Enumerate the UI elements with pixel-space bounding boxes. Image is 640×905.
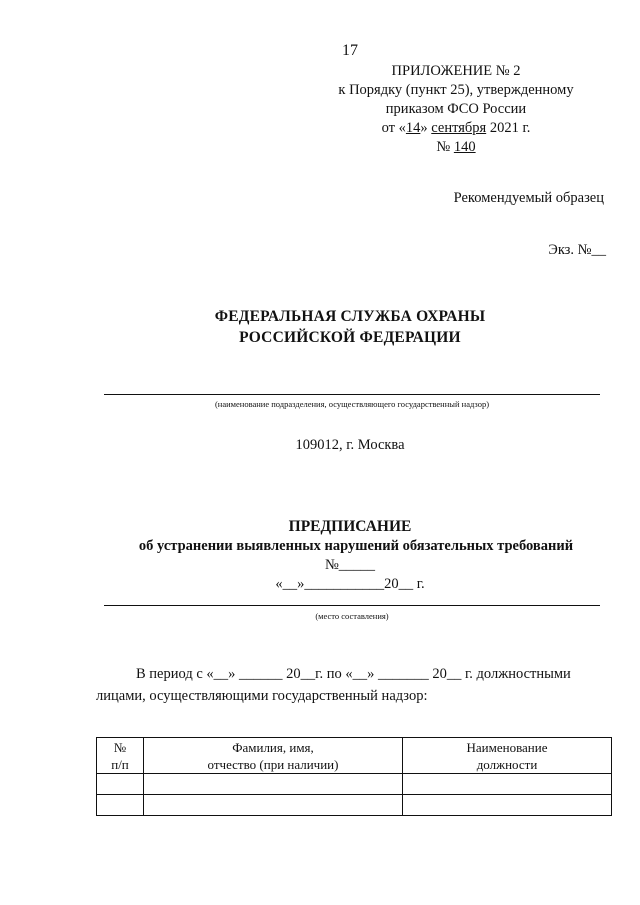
appendix-order-reference: к Порядку (пункт 25), утвержденному xyxy=(338,82,574,98)
header-position xyxy=(403,738,612,774)
table-cell xyxy=(144,774,403,795)
table-cell xyxy=(97,774,144,795)
appendix-number-prefix: № xyxy=(436,139,451,155)
agency-title-line-1: ФЕДЕРАЛЬНАЯ СЛУЖБА ОХРАНЫ xyxy=(214,308,486,325)
appendix-number xyxy=(306,138,606,157)
header-position-line-2: должности xyxy=(476,756,538,772)
table-cell xyxy=(403,774,612,795)
appendix-number-value: 140 xyxy=(453,139,476,155)
document-subtitle: об устранении выявленных нарушений обязательных требований xyxy=(138,538,574,554)
sample-label: Рекомендуемый образец xyxy=(453,190,604,206)
place-caption: (место составления) xyxy=(315,611,389,621)
table-row xyxy=(97,795,612,816)
header-full-name-line-2: отчество (при наличии) xyxy=(207,756,339,772)
agency-title xyxy=(0,306,640,348)
period-text-line-2: лицами, осуществляющими государственный надзор: xyxy=(96,688,428,704)
table-cell xyxy=(403,795,612,816)
table-cell xyxy=(144,795,403,816)
appendix-date-day: 14 xyxy=(405,120,421,136)
period-text-line-1: В период с «__» ______ 20__г. по «__» _______ 20__ г. должностными xyxy=(136,666,571,682)
document-number: №_____ xyxy=(324,557,376,573)
copy-number: Экз. №__ xyxy=(548,242,606,258)
table-header-row xyxy=(97,738,612,774)
header-number-line-2: п/п xyxy=(111,756,129,772)
subdivision-caption: (наименование подразделения, осуществляющего государственный надзор) xyxy=(214,399,490,409)
table-cell xyxy=(97,795,144,816)
appendix-title: ПРИЛОЖЕНИЕ № 2 xyxy=(391,63,521,79)
address: 109012, г. Москва xyxy=(295,437,405,453)
document-title: ПРЕДПИСАНИЕ xyxy=(288,518,412,535)
header-full-name xyxy=(144,738,403,774)
place-line xyxy=(104,605,600,606)
subdivision-line xyxy=(104,394,600,395)
header-number-line-1: № xyxy=(113,739,127,755)
page-number: 17 xyxy=(342,42,358,59)
appendix-date-month: сентября xyxy=(431,120,487,136)
appendix-block xyxy=(306,62,606,157)
appendix-date-year: 2021 г. xyxy=(489,120,531,136)
header-number xyxy=(97,738,144,774)
appendix-order-authority: приказом ФСО России xyxy=(385,101,527,117)
appendix-date-quote: » xyxy=(420,120,428,136)
header-position-line-1: Наименование xyxy=(466,739,548,755)
agency-title-line-2: РОССИЙСКОЙ ФЕДЕРАЦИИ xyxy=(239,329,461,346)
appendix-date xyxy=(306,119,606,138)
appendix-date-prefix: от « xyxy=(381,120,406,136)
document-date: «__»___________20__ г. xyxy=(275,576,425,592)
table-row xyxy=(97,774,612,795)
officials-table xyxy=(96,737,612,816)
header-full-name-line-1: Фамилия, имя, xyxy=(232,739,314,755)
